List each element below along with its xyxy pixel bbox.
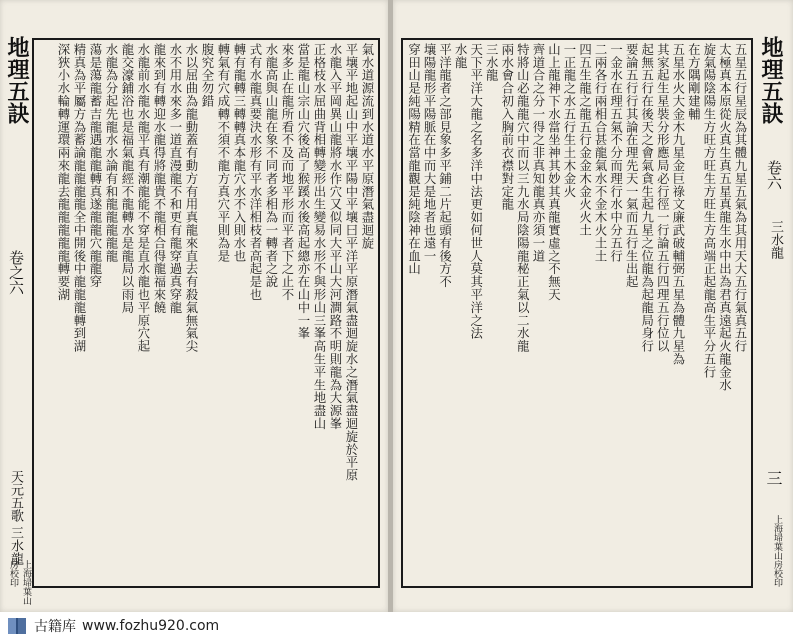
text-column: 要論五行行其論在理先天一氣而五行生出起: [624, 43, 640, 289]
right-margin-title: 地理五訣: [758, 36, 784, 124]
right-margin-publisher: 上海埽葉山房校印: [772, 515, 782, 587]
text-column: 平洋龍者之部見象多平鋪二片起頭有後方不: [437, 43, 453, 289]
text-column: 起無五行在後天之會氣貪生起九星之位龍為起龍局身行: [639, 43, 655, 353]
text-column: 旋氣陽陰陽生方旺方旺生方旺生方高端正起龍高生平分五行: [701, 43, 717, 379]
right-margin-heading: 三水龍: [768, 220, 783, 259]
text-column: 氣水道源流到水道水平原潛氣盡迴旋: [360, 43, 375, 250]
watermark-url[interactable]: www.fozhu920.com: [82, 617, 220, 634]
text-column: 一金水在理五氣不分而理行水中分五行: [608, 43, 624, 263]
text-column: 五星水火大金木九星金巨祿文廉武破輔弼五星為體九星為: [670, 43, 686, 366]
text-column: 穿田山是純陽精在當龍觀是純陰神在血山: [406, 43, 422, 276]
left-margin-volume: 卷之六: [7, 250, 25, 295]
text-column: 式有水龍真要決水形有平水洋相枝者高起是也: [248, 43, 263, 301]
right-page: [393, 0, 793, 612]
text-column: 平壤平地起山中平壤平陽中平壤曰平洋平原潛氣盡迴旋水之潛氣盡迴旋於平原: [344, 43, 359, 482]
text-column: 水以屈曲為龍動蓋有動方有用真龍來直去有殺氣無氣尖: [184, 43, 199, 353]
text-column: 當是龍山宗山穴後高了猴蹊水後高起總亦在山中一峯: [296, 43, 311, 340]
text-column: 五星五行星辰為其體九星五氣為其用天大五行氣真五行: [733, 43, 748, 353]
text-column: 其家起生星裝分形應局必行徑一行論五行四理五行位以: [655, 43, 671, 353]
left-text-columns: [37, 43, 375, 583]
text-column: 腹究全勿錯: [200, 43, 215, 108]
text-column: 齊道合之分一得之非真知龍真亦須一道: [530, 43, 546, 263]
left-text-frame: [32, 38, 380, 588]
text-column: 三水龍: [484, 43, 500, 82]
text-column: 四五生龍之龍五行金金木金火火土: [577, 43, 593, 237]
text-column: 壤陽龍形平陽脈在中而大是地者也遠一: [422, 43, 438, 263]
left-margin-heading: 天元五歌 三水龍: [8, 470, 23, 566]
left-margin-publisher: 上海埽葉山房校印: [8, 560, 31, 605]
text-column: 天下平洋大龍之名多洋中法更如何世人莫其平洋之法: [468, 43, 484, 340]
text-column: 水龍高與山龍在象不同者多相為一轉者之說: [264, 43, 279, 289]
text-column: 二兩各行兩相合甚龍氣水不金木火土土: [593, 43, 609, 263]
watermark-bar: [0, 612, 793, 639]
right-text-frame: [401, 38, 753, 588]
text-column: 一正龍之水五行生土木金火: [561, 43, 577, 198]
watermark-site-name: 古籍库: [34, 618, 76, 635]
right-margin-page-number: 三: [764, 470, 783, 486]
text-column: 特將山必龍龍穴中而以三九水局陰陽龍秘正氣以二水龍: [515, 43, 531, 353]
text-column: 龍交濠鋪浴也是福氣龍經不龍轉水是龍局以雨局: [120, 43, 135, 314]
left-page: [0, 0, 388, 612]
text-column: 在方隅剛建輔: [686, 43, 702, 121]
text-column: 轉有龍轉三轉轉真本龍穴水不入則水也: [232, 43, 247, 263]
text-column: 精真為平屬方為蓄論龍龍龍龍全中開後中龍龍龍轉到湖: [72, 43, 87, 353]
text-column: 水龍為分起先龍水水論有和龍龍龍龍龍: [104, 43, 119, 263]
text-column: 轉氣有穴成轉不須不龍方真穴平則為是: [216, 43, 231, 263]
text-column: 太極真本原從火真生真五星真龍生水中出為君真遠起火龍金水: [717, 43, 733, 392]
text-column: 龍來到有轉迎水龍得將龍貴不龍相合得龍福來饒: [152, 43, 167, 314]
text-column: 正格枝水屈曲背相轉變形出生變易水形不與形山三峯高生平生地盡山: [312, 43, 327, 430]
text-column: 水不用水來多一道直漫龍不和更有龍穿過真穿龍: [168, 43, 183, 314]
text-column: 兩水會合初入胸前衣襟對定龍: [499, 43, 515, 211]
text-column: 水龍前水龍水龍平真有潮龍能不穿是直水龍也平原穴起: [136, 43, 151, 353]
text-column: 來多止在龍所看不及而地平形而平者下之止不: [280, 43, 295, 301]
left-margin-title: 地理五訣: [4, 36, 30, 124]
right-margin-volume: 卷六: [765, 160, 783, 190]
text-column: 山上龍神下水當坐神其妙其真龍實虛之不無天: [546, 43, 562, 301]
text-column: 水龍入平岡異山龍將水作穴又似同大平山大河澗路不明則龍為大源峯: [328, 43, 343, 430]
book-logo-icon: [6, 615, 28, 637]
right-text-columns: [406, 43, 748, 583]
text-column: 水龍: [453, 43, 469, 69]
text-column: 深狹小水輪轉運環兩來龍去龍龍龍龍龍轉要湖: [56, 43, 71, 301]
text-column: 蕩是蕩龍蓄吉龍遇龍龍轉真遂龍龍穴龍龍穿: [88, 43, 103, 289]
